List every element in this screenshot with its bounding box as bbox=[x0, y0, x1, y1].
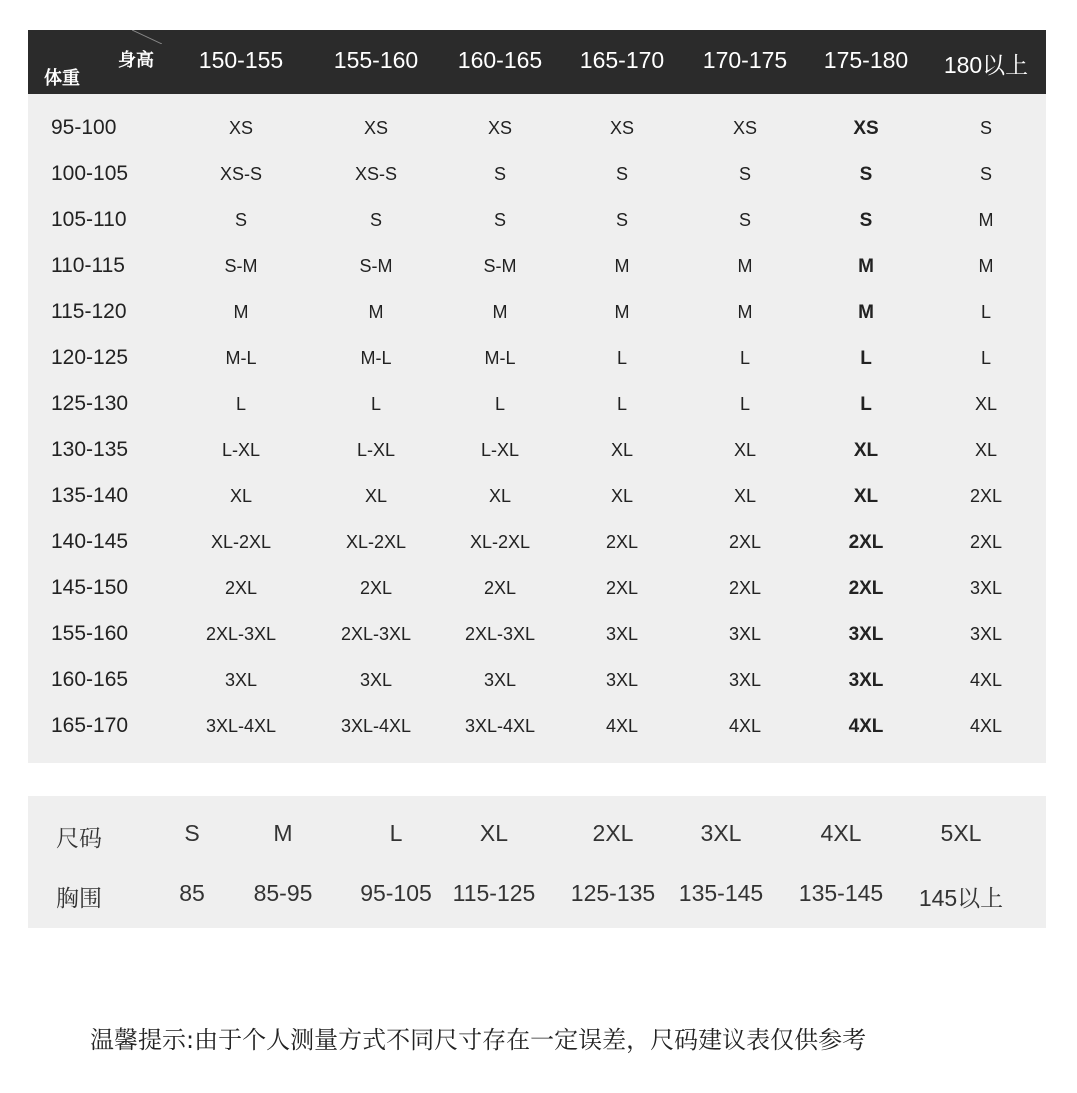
chest-size-cell: S bbox=[184, 820, 200, 846]
size-cell: XL-2XL bbox=[345, 532, 407, 552]
chest-size-cell: 2XL bbox=[592, 820, 634, 846]
weight-row-label: 155-160 bbox=[51, 622, 129, 645]
size-cell: M bbox=[737, 302, 753, 322]
size-cell: S bbox=[738, 164, 751, 184]
size-cell: L bbox=[235, 394, 246, 414]
size-cell: L bbox=[739, 348, 750, 368]
size-cell: M bbox=[978, 210, 994, 230]
chest-measurement-cell: 145以上 bbox=[918, 885, 1004, 911]
size-cell: S-M bbox=[483, 256, 517, 276]
size-cell: L bbox=[494, 394, 505, 414]
tip-note: 温馨提示:由于个人测量方式不同尺寸存在一定误差，尺码建议表仅供参考 bbox=[90, 1026, 867, 1054]
size-cell: 3XL bbox=[728, 624, 762, 644]
size-cell: L-XL bbox=[221, 440, 261, 460]
size-cell: M bbox=[737, 256, 753, 276]
chest-size-table bbox=[28, 796, 1046, 928]
size-cell: XL bbox=[974, 394, 998, 414]
chest-size-cell: 3XL bbox=[700, 820, 742, 846]
height-column-header: 150-155 bbox=[198, 47, 284, 73]
size-cell: 3XL bbox=[848, 670, 884, 691]
size-cell: 2XL-3XL bbox=[464, 624, 536, 644]
size-cell: M bbox=[614, 256, 630, 276]
size-cell: M bbox=[858, 302, 874, 323]
chest-measurement-cell: 135-145 bbox=[798, 880, 884, 906]
weight-row-label: 110-115 bbox=[51, 254, 125, 277]
size-cell: L-XL bbox=[480, 440, 520, 460]
size-cell: M bbox=[233, 302, 249, 322]
weight-row-label: 145-150 bbox=[51, 576, 129, 599]
size-cell: L bbox=[980, 302, 991, 322]
size-cell: XL bbox=[610, 440, 634, 460]
size-cell: S bbox=[615, 164, 628, 184]
size-cell: S bbox=[493, 164, 506, 184]
weight-row-label: 135-140 bbox=[51, 484, 129, 507]
size-cell: L-XL bbox=[356, 440, 396, 460]
chest-table-size-row bbox=[28, 804, 1046, 864]
chest-measurement-cell: 85 bbox=[179, 880, 205, 906]
size-cell: XL bbox=[610, 486, 634, 506]
corner-label-height: 身高 bbox=[118, 50, 154, 71]
size-cell: 4XL bbox=[969, 716, 1003, 736]
size-cell: 2XL bbox=[483, 578, 517, 598]
size-cell: XL bbox=[488, 486, 512, 506]
chest-size-cell: 5XL bbox=[940, 820, 982, 846]
size-cell: 2XL bbox=[969, 486, 1003, 506]
height-column-header: 165-170 bbox=[579, 47, 665, 73]
size-cell: M bbox=[368, 302, 384, 322]
chest-size-cell: 4XL bbox=[820, 820, 862, 846]
table-header-row bbox=[28, 30, 1046, 94]
table-row bbox=[28, 334, 1046, 380]
table-row bbox=[28, 150, 1046, 196]
size-cell: L bbox=[616, 348, 627, 368]
table-row bbox=[28, 702, 1046, 748]
size-cell: XS bbox=[853, 118, 879, 139]
size-cell: L bbox=[980, 348, 991, 368]
size-cell: 2XL bbox=[359, 578, 393, 598]
table-row bbox=[28, 472, 1046, 518]
size-cell: XL bbox=[364, 486, 388, 506]
table-row bbox=[28, 426, 1046, 472]
table-row bbox=[28, 380, 1046, 426]
size-row-label: 尺码 bbox=[56, 826, 102, 852]
size-cell: 2XL bbox=[728, 578, 762, 598]
size-cell: 3XL bbox=[605, 624, 639, 644]
size-cell: XL bbox=[733, 486, 757, 506]
size-cell: 3XL bbox=[483, 670, 517, 690]
size-cell: 4XL bbox=[969, 670, 1003, 690]
size-cell: XL-2XL bbox=[469, 532, 531, 552]
size-cell: XS bbox=[609, 118, 634, 138]
table-row bbox=[28, 288, 1046, 334]
size-cell: 3XL bbox=[969, 578, 1003, 598]
table-row bbox=[28, 242, 1046, 288]
weight-row-label: 105-110 bbox=[51, 208, 127, 231]
size-cell: 2XL bbox=[848, 532, 884, 553]
size-cell: M bbox=[492, 302, 508, 322]
size-cell: 4XL bbox=[605, 716, 639, 736]
size-cell: M-L bbox=[484, 348, 516, 368]
size-cell: 2XL-3XL bbox=[205, 624, 277, 644]
table-row bbox=[28, 518, 1046, 564]
size-cell: S bbox=[738, 210, 751, 230]
height-column-header: 160-165 bbox=[457, 47, 543, 73]
size-cell: M bbox=[614, 302, 630, 322]
size-cell: XS bbox=[732, 118, 757, 138]
size-cell: 3XL bbox=[224, 670, 258, 690]
size-cell: XL bbox=[853, 440, 879, 461]
size-cell: M-L bbox=[360, 348, 392, 368]
size-cell: S bbox=[234, 210, 247, 230]
chest-measurement-cell: 135-145 bbox=[678, 880, 764, 906]
size-cell: L bbox=[860, 394, 872, 415]
weight-row-label: 95-100 bbox=[51, 116, 117, 139]
chest-table-chest-row bbox=[28, 864, 1046, 924]
size-cell: XL bbox=[853, 486, 879, 507]
chest-measurement-cell: 95-105 bbox=[360, 880, 432, 906]
size-cell: 3XL bbox=[969, 624, 1003, 644]
size-cell: 3XL-4XL bbox=[205, 716, 277, 736]
chest-row-label: 胸围 bbox=[56, 886, 102, 912]
size-cell: XS bbox=[228, 118, 253, 138]
size-cell: 2XL bbox=[969, 532, 1003, 552]
chest-measurement-cell: 125-135 bbox=[570, 880, 656, 906]
size-cell: XL-2XL bbox=[210, 532, 272, 552]
size-cell: 3XL bbox=[728, 670, 762, 690]
chest-measurement-cell: 115-125 bbox=[452, 880, 536, 906]
size-cell: XS-S bbox=[354, 164, 397, 184]
size-cell: 3XL bbox=[605, 670, 639, 690]
size-recommendation-table bbox=[28, 30, 1046, 763]
chest-measurement-cell: 85-95 bbox=[253, 880, 313, 906]
weight-row-label: 140-145 bbox=[51, 530, 129, 553]
size-cell: 3XL bbox=[848, 624, 884, 645]
size-cell: S bbox=[979, 164, 992, 184]
chest-size-cell: M bbox=[273, 820, 293, 846]
table-row bbox=[28, 564, 1046, 610]
size-cell: S bbox=[979, 118, 992, 138]
table-row bbox=[28, 104, 1046, 150]
weight-row-label: 165-170 bbox=[51, 714, 129, 737]
size-cell: 3XL-4XL bbox=[340, 716, 412, 736]
size-cell: XS-S bbox=[219, 164, 262, 184]
weight-row-label: 120-125 bbox=[51, 346, 129, 369]
table-row bbox=[28, 656, 1046, 702]
size-cell: 2XL-3XL bbox=[340, 624, 412, 644]
weight-row-label: 125-130 bbox=[51, 392, 129, 415]
table-row bbox=[28, 196, 1046, 242]
weight-row-label: 115-120 bbox=[51, 300, 127, 323]
height-column-header: 180以上 bbox=[943, 52, 1029, 78]
size-cell: XL bbox=[229, 486, 253, 506]
size-cell: S bbox=[859, 210, 873, 231]
size-cell: S-M bbox=[224, 256, 258, 276]
height-column-header: 155-160 bbox=[333, 47, 419, 73]
size-cell: M bbox=[978, 256, 994, 276]
weight-row-label: 100-105 bbox=[51, 162, 129, 185]
size-cell: XS bbox=[487, 118, 512, 138]
size-cell: S bbox=[493, 210, 506, 230]
corner-divider-line bbox=[132, 30, 162, 44]
weight-row-label: 130-135 bbox=[51, 438, 129, 461]
size-cell: S bbox=[859, 164, 873, 185]
size-cell: 2XL bbox=[728, 532, 762, 552]
size-cell: 2XL bbox=[605, 532, 639, 552]
size-cell: 2XL bbox=[224, 578, 258, 598]
size-cell: 4XL bbox=[848, 716, 884, 737]
corner-label-weight: 体重 bbox=[44, 68, 80, 89]
size-cell: L bbox=[616, 394, 627, 414]
size-cell: XL bbox=[974, 440, 998, 460]
size-cell: M bbox=[858, 256, 874, 277]
size-cell: M-L bbox=[225, 348, 257, 368]
weight-row-label: 160-165 bbox=[51, 668, 129, 691]
size-cell: L bbox=[860, 348, 872, 369]
size-cell: S bbox=[369, 210, 382, 230]
size-cell: 3XL bbox=[359, 670, 393, 690]
size-cell: XL bbox=[733, 440, 757, 460]
size-cell: S-M bbox=[359, 256, 393, 276]
size-cell: S bbox=[615, 210, 628, 230]
size-cell: 3XL-4XL bbox=[464, 716, 536, 736]
table-row bbox=[28, 610, 1046, 656]
size-cell: 2XL bbox=[605, 578, 639, 598]
size-cell: L bbox=[739, 394, 750, 414]
size-cell: XS bbox=[363, 118, 388, 138]
size-cell: L bbox=[370, 394, 381, 414]
chest-size-cell: XL bbox=[479, 820, 509, 846]
height-column-header: 170-175 bbox=[702, 47, 788, 73]
size-cell: 2XL bbox=[848, 578, 884, 599]
chest-size-cell: L bbox=[389, 820, 403, 846]
size-cell: 4XL bbox=[728, 716, 762, 736]
height-column-header: 175-180 bbox=[823, 47, 909, 73]
